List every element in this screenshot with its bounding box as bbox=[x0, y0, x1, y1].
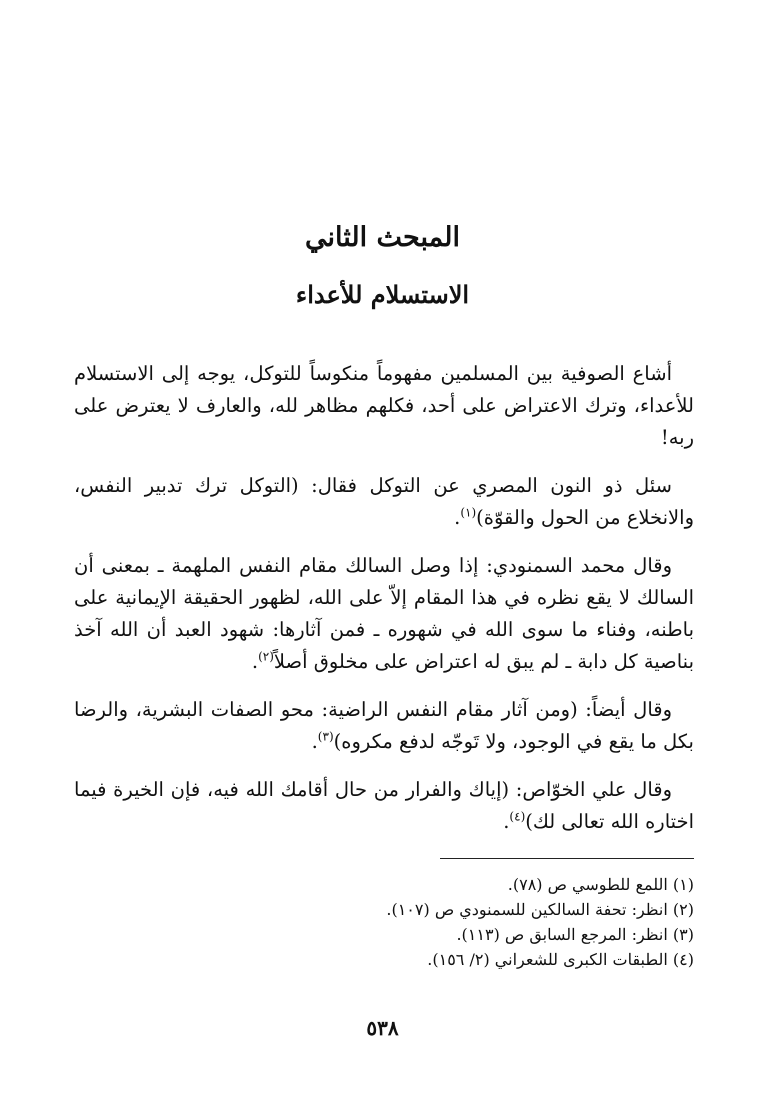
paragraph bbox=[74, 358, 694, 454]
chapter-title: المبحث الثاني bbox=[305, 222, 460, 253]
footnote: (٤) الطبقات الكبرى للشعراني (٢/ ١٥٦). bbox=[427, 950, 694, 969]
footnote: (١) اللمع للطوسي ص (٧٨). bbox=[507, 875, 694, 894]
footnote-divider bbox=[440, 858, 694, 859]
paragraph-text: وقال محمد السمنودي: إذا وصل السالك مقام النفس الملهمة ـ بمعنى أن السالك لا يقع نظره في هذا المقام إلاّ على الله، لظهور الحقيقة الإيمانية على باطنه، وفناء ما سوى الله في شهوره ـ فمن آثارها: شهود العبد أن الله آخذ بناصية كل دابة ـ لم يبق له اعتراض على مخلوق أصلاً bbox=[74, 554, 694, 673]
footnote: (٣) انظر: المرجع السابق ص (١١٣). bbox=[456, 925, 694, 944]
paragraph: وقال أيضاً: (ومن آثار مقام النفس الراضية: محو الصفات البشرية، والرضا بكل ما يقع في الوجود، ولا تَوجّه لدفع مكروه)$^{(٣)}$. bbox=[74, 698, 694, 753]
footnote-ref: (٤) bbox=[509, 809, 526, 824]
body-text bbox=[74, 358, 694, 854]
paragraph: سئل ذو النون المصري عن التوكل فقال: (التوكل ترك تدبير النفس، والانخلاع من الحول والقوّة)$^{(١)}$. bbox=[74, 474, 694, 529]
paragraph: وقال علي الخوّاص: (إياك والفرار من حال أقامك الله فيه، فإن الخيرة فيما اختاره الله تعالى لك)$^{(٤)}$. bbox=[74, 778, 694, 833]
paragraph-text: وقال علي الخوّاص: (إياك والفرار من حال أقامك الله فيه، فإن الخيرة فيما اختاره الله تعالى لك) bbox=[74, 778, 694, 833]
paragraph: وقال محمد السمنودي: إذا وصل السالك مقام النفس الملهمة ـ بمعنى أن السالك لا يقع نظره في هذا المقام إلاّ على الله، لظهور الحقيقة الإيمانية على باطنه، وفناء ما سوى الله في شهوره ـ فمن آثارها: شهود العبد أن الله آخذ بناصية كل دابة ـ لم يبق له اعتراض على مخلوق أصلاً$^{(٢)}$. bbox=[74, 554, 694, 673]
paragraph-text: سئل ذو النون المصري عن التوكل فقال: (التوكل ترك تدبير النفس، والانخلاع من الحول والقوّة) bbox=[74, 474, 694, 529]
paragraph-text: وقال أيضاً: (ومن آثار مقام النفس الراضية: محو الصفات البشرية، والرضا بكل ما يقع في الوجود، ولا تَوجّه لدفع مكروه) bbox=[74, 698, 694, 753]
footnotes bbox=[74, 872, 694, 972]
paragraph-text: أشاع الصوفية بين المسلمين مفهوماً منكوساً للتوكل، يوجه إلى الاستسلام للأعداء، وترك الاعتراض على أحد، فكلهم مظاهر لله، والعارف لا يعترض على ربه! bbox=[74, 362, 694, 449]
chapter-subtitle: الاستسلام للأعداء bbox=[295, 280, 470, 309]
footnote-ref: (٣) bbox=[317, 729, 334, 744]
footnote-ref: (٢) bbox=[258, 649, 274, 664]
footnote-ref: (١) bbox=[460, 505, 477, 520]
footnote: (٢) انظر: تحفة السالكين للسمنودي ص (١٠٧). bbox=[386, 900, 694, 919]
page-number: ٥٣٨ bbox=[366, 1016, 399, 1040]
